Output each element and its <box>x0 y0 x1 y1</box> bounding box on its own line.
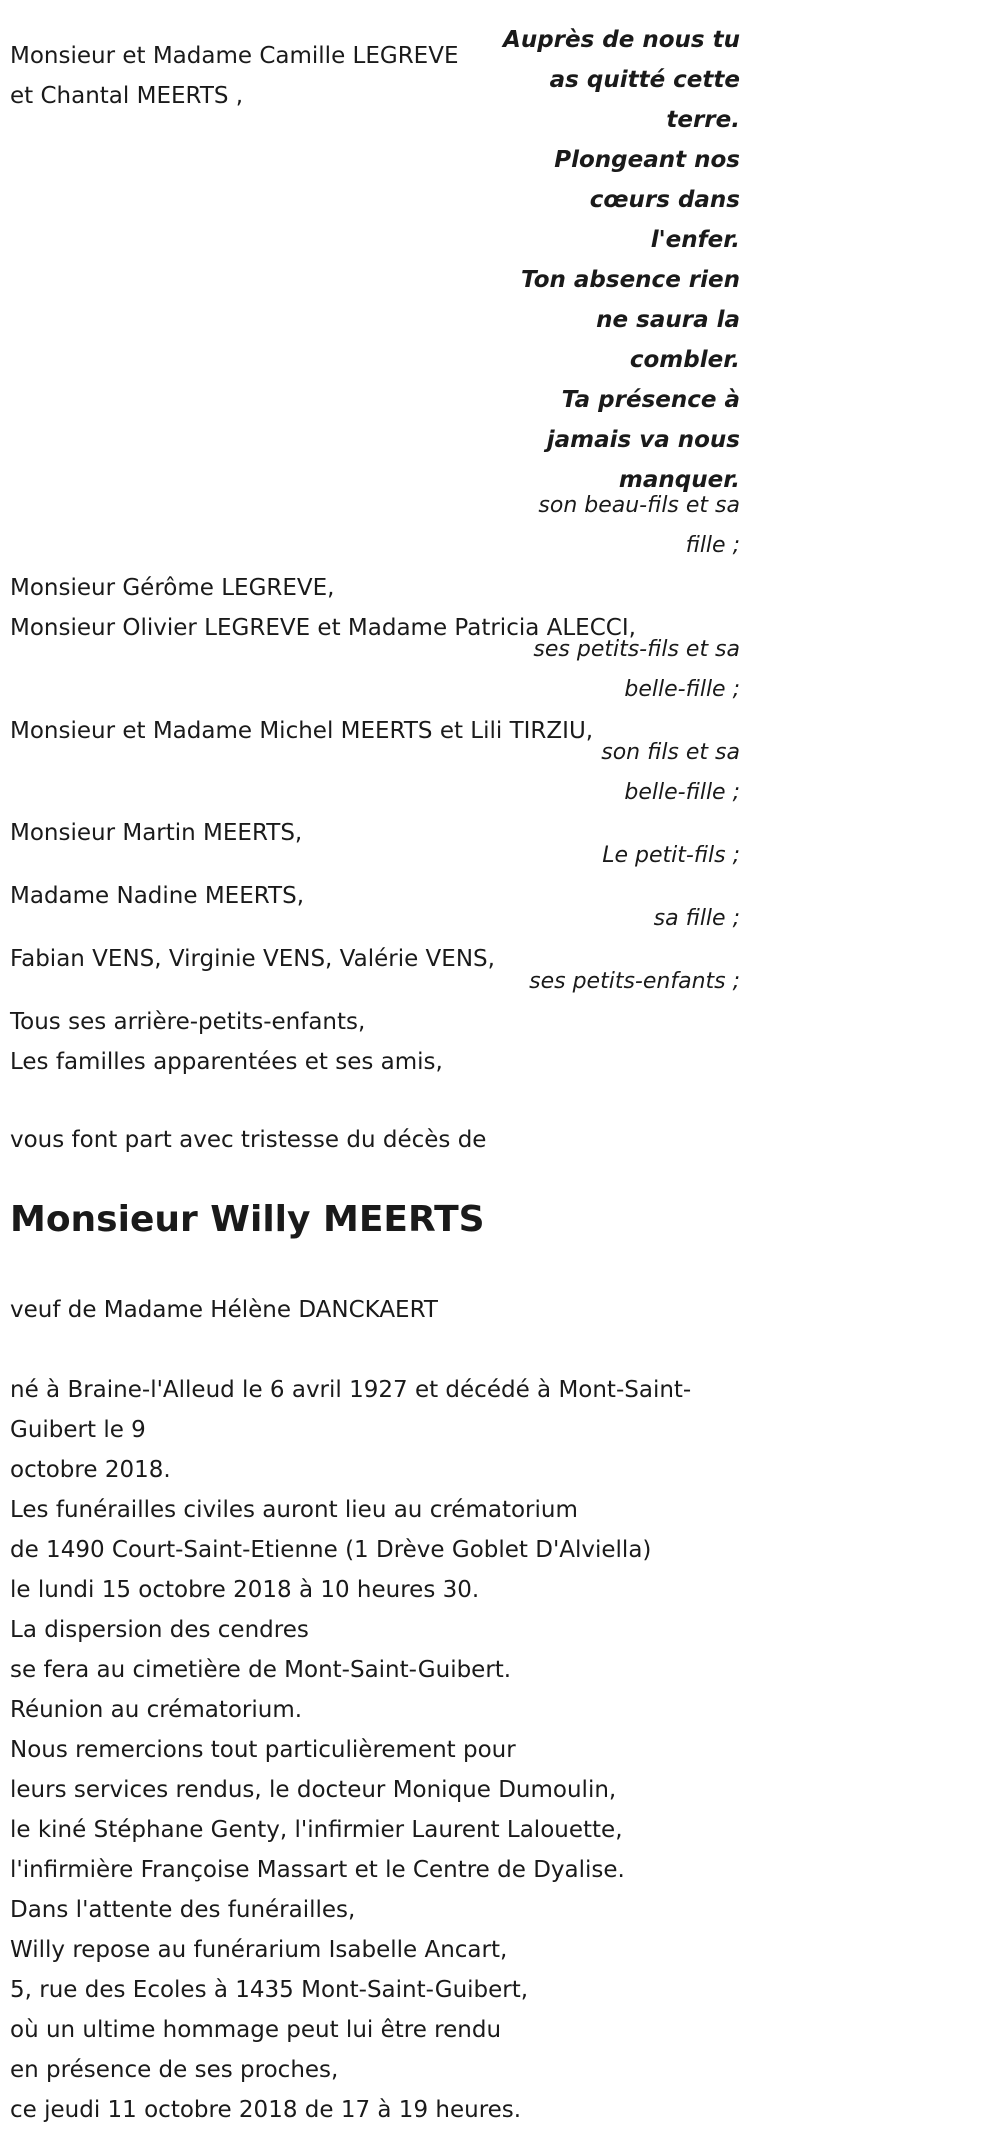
funeral-line: se fera au cimetière de Mont-Saint-Guibert. <box>10 1657 512 1683</box>
funeral-line: en présence de ses proches, <box>10 2057 339 2083</box>
poem-line: terre. <box>666 107 740 133</box>
poem-line: ne saura la <box>596 307 740 333</box>
funeral-line: où un ultime hommage peut lui être rendu <box>10 2017 502 2043</box>
funeral-line: ce jeudi 11 octobre 2018 de 17 à 19 heures. <box>10 2097 522 2123</box>
poem-line: Plongeant nos <box>554 147 740 173</box>
family-line: Monsieur Gérôme LEGREVE, <box>10 575 335 601</box>
funeral-line: La dispersion des cendres <box>10 1617 309 1643</box>
funeral-line: le kiné Stéphane Genty, l'infirmier Laurent Lalouette, <box>10 1817 623 1843</box>
funeral-line: le lundi 15 octobre 2018 à 10 heures 30. <box>10 1577 480 1603</box>
grandsons-names <box>10 568 636 648</box>
family-line: Monsieur Olivier LEGREVE et Madame Patricia ALECCI, <box>10 615 636 641</box>
funeral-details <box>10 1490 750 2130</box>
poem-line: l'enfer. <box>650 227 740 253</box>
poem-line: combler. <box>629 347 740 373</box>
funeral-line: Réunion au crématorium. <box>10 1697 303 1723</box>
funeral-line: Willy repose au funérarium Isabelle Ancart, <box>10 1937 508 1963</box>
poem-line: Auprès de nous tu <box>503 27 740 53</box>
birth-death <box>10 1370 750 1490</box>
grandson-relation: Le petit-fils ; <box>602 843 740 868</box>
poem-line: manquer. <box>618 467 740 493</box>
poem-line: Ton absence rien <box>521 267 740 293</box>
poem-line: jamais va nous <box>546 427 740 453</box>
funeral-line: Dans l'attente des funérailles, <box>10 1897 356 1923</box>
relation-line: fille ; <box>685 533 740 558</box>
grandchildren-relation: ses petits-enfants ; <box>529 969 740 994</box>
family-line: Les familles apparentées et ses amis, <box>10 1049 443 1075</box>
poem-line: Ta présence à <box>561 387 740 413</box>
parents-relation <box>490 486 740 566</box>
funeral-line: 5, rue des Ecoles à 1435 Mont-Saint-Guibert, <box>10 1977 529 2003</box>
grandchildren-names: Fabian VENS, Virginie VENS, Valérie VENS, <box>10 946 495 972</box>
son-relation <box>490 733 740 813</box>
birth-death-line: octobre 2018. <box>10 1457 171 1483</box>
grandsons-relation <box>490 630 740 710</box>
announcement: vous font part avec tristesse du décès de <box>10 1127 487 1153</box>
son-name: Monsieur et Madame Michel MEERTS et Lili TIRZIU, <box>10 718 594 744</box>
parents-line: Monsieur et Madame Camille LEGREVE <box>10 43 459 69</box>
relation-line: son beau-fils et sa <box>538 493 740 518</box>
relation-line: son fils et sa <box>601 740 740 765</box>
poem-line: as quitté cette <box>549 67 740 93</box>
other-family <box>10 1002 550 1082</box>
funeral-line: Nous remercions tout particulièrement pour <box>10 1737 516 1763</box>
daughter-name: Madame Nadine MEERTS, <box>10 883 305 909</box>
relation-line: ses petits-fils et sa <box>533 637 740 662</box>
daughter-relation: sa fille ; <box>653 906 740 931</box>
family-line: Tous ses arrière-petits-enfants, <box>10 1009 366 1035</box>
deceased-name: Monsieur Willy MEERTS <box>10 1199 485 1240</box>
relation-line: belle-fille ; <box>624 677 740 702</box>
poem <box>490 20 740 500</box>
relation-line: belle-fille ; <box>624 780 740 805</box>
funeral-line: de 1490 Court-Saint-Etienne (1 Drève Goblet D'Alviella) <box>10 1537 652 1563</box>
parents-names <box>10 36 550 116</box>
widower-line: veuf de Madame Hélène DANCKAERT <box>10 1297 438 1323</box>
funeral-line: leurs services rendus, le docteur Monique Dumoulin, <box>10 1777 617 1803</box>
funeral-line: Les funérailles civiles auront lieu au crématorium <box>10 1497 578 1523</box>
funeral-line: l'infirmière Françoise Massart et le Centre de Dyalise. <box>10 1857 625 1883</box>
grandson-name: Monsieur Martin MEERTS, <box>10 820 303 846</box>
poem-line: cœurs dans <box>589 187 740 213</box>
birth-death-line: né à Braine-l'Alleud le 6 avril 1927 et décédé à Mont-Saint-Guibert le 9 <box>10 1377 692 1443</box>
parents-line: et Chantal MEERTS , <box>10 83 244 109</box>
